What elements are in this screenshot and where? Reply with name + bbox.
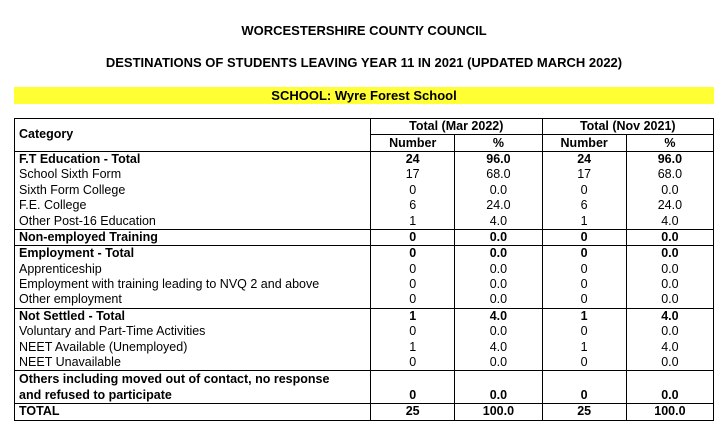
others-label-line1: Others including moved out of contact, no response xyxy=(19,372,330,387)
row-number-mar: 0 xyxy=(371,229,455,245)
row-number-mar: 0 xyxy=(371,277,455,292)
total-label: TOTAL xyxy=(15,404,371,420)
row-label: Employment with training leading to NVQ 2 and above xyxy=(15,277,371,292)
row-percent-nov: 0.0 xyxy=(626,246,713,262)
total-number-nov: 25 xyxy=(542,404,626,420)
row-label: Employment - Total xyxy=(15,246,371,262)
table-row xyxy=(15,355,714,371)
row-number-nov: 6 xyxy=(542,198,626,213)
row-percent-mar: 0.0 xyxy=(455,229,542,245)
row-label: Voluntary and Part-Time Activities xyxy=(15,324,371,339)
others-label xyxy=(15,371,371,404)
row-percent-mar: 4.0 xyxy=(455,213,542,229)
row-percent-mar: 0.0 xyxy=(455,262,542,277)
group-header-mar-2022: Total (Mar 2022) xyxy=(371,119,542,135)
group-header-nov-2021: Total (Nov 2021) xyxy=(542,119,714,135)
total-percent-mar: 100.0 xyxy=(455,404,542,420)
row-number-nov: 24 xyxy=(542,151,626,167)
row-number-nov: 0 xyxy=(542,324,626,339)
row-percent-mar: 0.0 xyxy=(455,277,542,292)
row-percent-mar: 68.0 xyxy=(455,167,542,182)
number-header-2: Number xyxy=(542,135,626,151)
row-label: NEET Unavailable xyxy=(15,355,371,371)
total-number-mar: 25 xyxy=(371,404,455,420)
table-row xyxy=(15,324,714,339)
others-label-line2: and refused to participate xyxy=(19,388,172,403)
row-number-nov: 0 xyxy=(542,229,626,245)
row-number-mar: 0 xyxy=(371,246,455,262)
row-percent-nov: 0.0 xyxy=(626,355,713,371)
row-number-nov: 17 xyxy=(542,167,626,182)
table-row xyxy=(15,183,714,198)
category-header: Category xyxy=(15,119,371,152)
row-percent-nov: 4.0 xyxy=(626,308,713,324)
table-row xyxy=(15,151,714,167)
row-label: School Sixth Form xyxy=(15,167,371,182)
table-row xyxy=(15,229,714,245)
row-number-nov: 1 xyxy=(542,213,626,229)
row-percent-mar: 0.0 xyxy=(455,246,542,262)
row-number-nov: 0 xyxy=(542,183,626,198)
table-row xyxy=(15,167,714,182)
others-row xyxy=(15,371,714,404)
row-percent-mar: 0.0 xyxy=(455,355,542,371)
council-title: WORCESTERSHIRE COUNTY COUNCIL xyxy=(241,23,487,38)
row-percent-mar: 24.0 xyxy=(455,198,542,213)
row-percent-nov: 0.0 xyxy=(626,183,713,198)
row-percent-nov: 0.0 xyxy=(626,277,713,292)
row-number-mar: 0 xyxy=(371,183,455,198)
table-row xyxy=(15,198,714,213)
row-percent-mar: 0.0 xyxy=(455,292,542,308)
others-number-mar: 0 xyxy=(371,371,455,404)
school-banner: SCHOOL: Wyre Forest School xyxy=(14,87,714,104)
row-percent-nov: 0.0 xyxy=(626,262,713,277)
table-row xyxy=(15,277,714,292)
total-percent-nov: 100.0 xyxy=(626,404,713,420)
row-number-mar: 0 xyxy=(371,262,455,277)
row-label: F.T Education - Total xyxy=(15,151,371,167)
table-row xyxy=(15,246,714,262)
row-percent-nov: 0.0 xyxy=(626,292,713,308)
row-label: Apprenticeship xyxy=(15,262,371,277)
row-number-mar: 0 xyxy=(371,324,455,339)
row-percent-mar: 4.0 xyxy=(455,339,542,354)
table-row xyxy=(15,339,714,354)
row-number-mar: 1 xyxy=(371,308,455,324)
row-percent-nov: 4.0 xyxy=(626,213,713,229)
row-number-nov: 0 xyxy=(542,262,626,277)
row-number-nov: 0 xyxy=(542,277,626,292)
others-percent-nov: 0.0 xyxy=(626,371,713,404)
row-number-mar: 1 xyxy=(371,213,455,229)
row-percent-mar: 0.0 xyxy=(455,324,542,339)
row-label: Other Post-16 Education xyxy=(15,213,371,229)
row-number-nov: 1 xyxy=(542,308,626,324)
report-title: DESTINATIONS OF STUDENTS LEAVING YEAR 11 IN 2021 (UPDATED MARCH 2022) xyxy=(105,55,623,70)
table-row xyxy=(15,292,714,308)
table-row xyxy=(15,308,714,324)
row-percent-mar: 4.0 xyxy=(455,308,542,324)
row-number-mar: 0 xyxy=(371,355,455,371)
row-number-mar: 1 xyxy=(371,339,455,354)
row-percent-mar: 96.0 xyxy=(455,151,542,167)
row-percent-nov: 24.0 xyxy=(626,198,713,213)
percent-header-1: % xyxy=(455,135,542,151)
row-percent-nov: 96.0 xyxy=(626,151,713,167)
row-number-nov: 0 xyxy=(542,292,626,308)
number-header-1: Number xyxy=(371,135,455,151)
row-number-nov: 1 xyxy=(542,339,626,354)
row-number-mar: 6 xyxy=(371,198,455,213)
others-number-nov: 0 xyxy=(542,371,626,404)
table-row xyxy=(15,213,714,229)
row-label: F.E. College xyxy=(15,198,371,213)
row-percent-nov: 68.0 xyxy=(626,167,713,182)
destinations-table xyxy=(14,118,714,421)
row-label: NEET Available (Unemployed) xyxy=(15,339,371,354)
total-row xyxy=(15,404,714,420)
row-label: Other employment xyxy=(15,292,371,308)
row-number-mar: 17 xyxy=(371,167,455,182)
table-row xyxy=(15,262,714,277)
row-percent-mar: 0.0 xyxy=(455,183,542,198)
others-percent-mar: 0.0 xyxy=(455,371,542,404)
row-label: Sixth Form College xyxy=(15,183,371,198)
row-percent-nov: 0.0 xyxy=(626,324,713,339)
row-label: Not Settled - Total xyxy=(15,308,371,324)
row-number-nov: 0 xyxy=(542,355,626,371)
row-percent-nov: 0.0 xyxy=(626,229,713,245)
row-percent-nov: 4.0 xyxy=(626,339,713,354)
row-number-mar: 24 xyxy=(371,151,455,167)
row-number-nov: 0 xyxy=(542,246,626,262)
percent-header-2: % xyxy=(626,135,713,151)
row-label: Non-employed Training xyxy=(15,229,371,245)
row-number-mar: 0 xyxy=(371,292,455,308)
